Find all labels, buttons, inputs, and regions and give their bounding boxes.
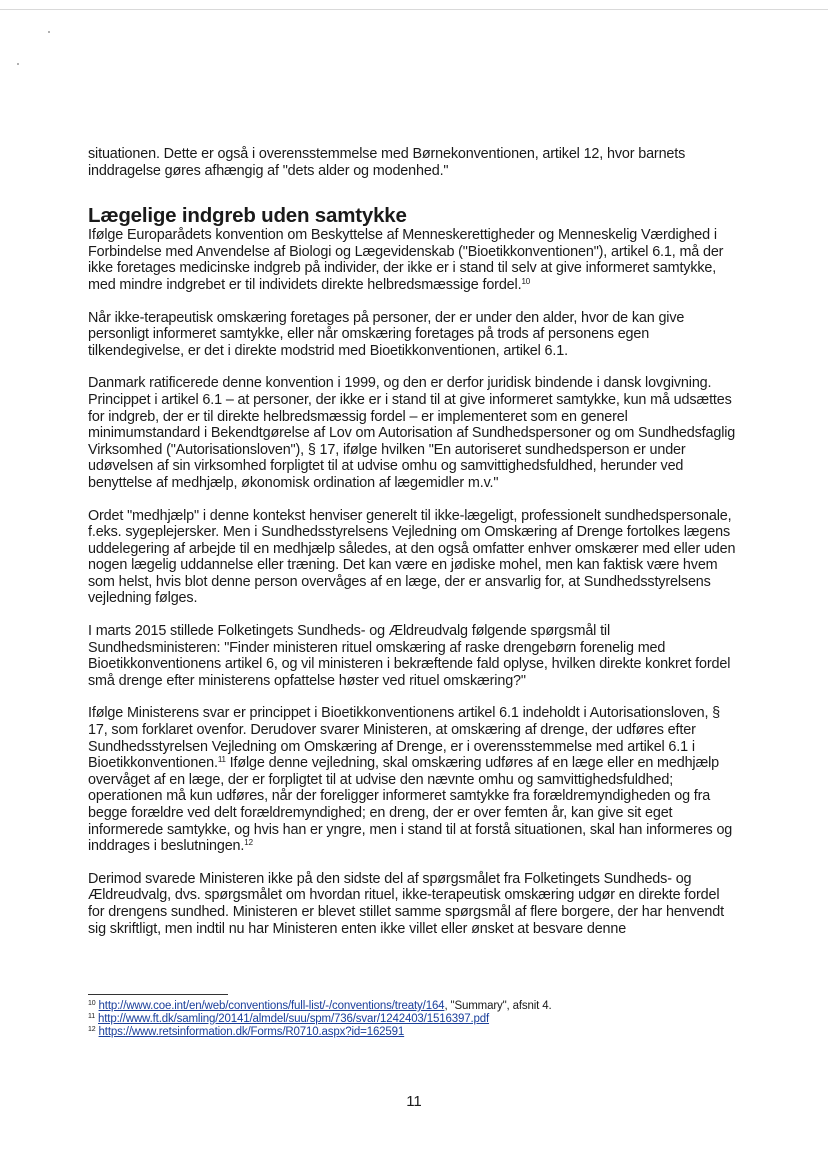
document-body: [88, 146, 738, 937]
footnote-ref[interactable]: 10: [521, 276, 531, 286]
footnote-link[interactable]: http://www.ft.dk/samling/20141/almdel/suu/spm/736/svar/1242403/1516397.pdf: [98, 1013, 490, 1025]
scan-speck: [17, 63, 19, 65]
paragraph: Danmark ratificerede denne konvention i 1999, og den er derfor juridisk bindende i dansk lovgivning. Princippet i artikel 6.1 – at personer, der ikke er i stand til at give informeret samtykke, kun må udsættes for indgreb, der er til direkte helbredsmæssig fordel – er implementeret som en generel minimumstandard i Bekendtgørelse af Lov om Autorisation af Sundhedspersoner og om Sundhedsfaglig Virksomhed ("Autorisationsloven"), § 17, ifølge hvilken "En autoriseret sundhedsperson er under udøvelsen af sin virksomhed forpligtet til at udvise omhu og samvittighedsfuldhed, herunder ved benyttelse af medhjælp, økonomisk ordination af lægemidler m.v.": [88, 375, 736, 491]
intro-paragraph: situationen. Dette er også i overensstemmelse med Børnekonventionen, artikel 12, hvor barnets inddragelse gøres afhængig af "dets alder og modenhed.": [88, 146, 686, 179]
footnote-ref[interactable]: 11: [217, 755, 226, 765]
footnote: $^{10}$ http://www.coe.int/en/web/conventions/full-list/-/conventions/treaty/164, "Summary", afsnit 4.: [88, 1000, 552, 1012]
footnote: $^{12}$ https://www.retsinformation.dk/Forms/R0710.aspx?id=162591: [88, 1026, 405, 1038]
paragraph: I marts 2015 stillede Folketingets Sundheds- og Ældreudvalg følgende spørgsmål til Sundhedsministeren: "Finder ministeren rituel omskæring af raske drengebørn forenelig med Bioetikkonventionens artikel 6, og vil ministeren i bekræftende fald oplyse, hvilken direkte konkret fordel små drenge efter ministerens opfattelse høster ved rituel omskæring?": [88, 623, 731, 689]
page-top-edge: [0, 9, 828, 10]
page-number: 11: [406, 1093, 422, 1110]
paragraph: Når ikke-terapeutisk omskæring foretages på personer, der er under den alder, hvor de kan give personligt informeret samtykke, eller når omskæring foretages på trods af personens egen tilkendegivelse, er det i direkte modstrid med Bioetikkonventionen, artikel 6.1.: [88, 309, 685, 359]
paragraph: Ifølge Europarådets konvention om Beskyttelse af Menneskerettigheder og Menneskelig Værdighed i Forbindelse med Anvendelse af Biologi og Lægevidenskab ("Bioetikkonventionen"), artikel 6.1, må der ikke foretages medicinske indgreb på individer, der ikke er i stand til selv at give informeret samtykke, med mindre indgrebet er til individets direkte helbredsmæssige fordel.$^{10}$: [88, 227, 724, 293]
footnote-ref[interactable]: 12: [244, 838, 253, 848]
scan-speck: [48, 31, 50, 33]
footnotes: [88, 1000, 738, 1039]
footnote: $^{11}$ http://www.ft.dk/samling/20141/almdel/suu/spm/736/svar/1242403/1516397.pdf: [88, 1013, 490, 1025]
paragraph: Ordet "medhjælp" i denne kontekst henviser generelt til ikke-lægeligt, professionelt sundhedspersonale, f.eks. sygeplejersker. Men i Sundhedsstyrelsens Vejledning om Omskæring af Drenge fortolkes lægens uddelegering af arbejde til en medhjælp således, at den også omfatter enhver omskærer med eller uden nogen lægelig uddannelse eller træning. Det kan være en jødiske mohel, men kan faktisk være hvem som helst, hvis blot denne person overvåges af en læge, der er ansvarlig for, at Sundhedsstyrelsens vejledning følges.: [88, 507, 736, 607]
footnote-separator: [88, 994, 228, 995]
section-heading: Lægelige indgreb uden samtykke: [88, 204, 407, 228]
footnote-link[interactable]: https://www.retsinformation.dk/Forms/R0710.aspx?id=162591: [98, 1026, 405, 1038]
footnote-link[interactable]: http://www.coe.int/en/web/conventions/full-list/-/conventions/treaty/164: [98, 1000, 445, 1012]
paragraph: Derimod svarede Ministeren ikke på den sidste del af spørgsmålet fra Folketingets Sundheds- og Ældreudvalg, dvs. spørgsmålet om hvordan rituel, ikke-terapeutisk omskæring udgør en direkte fordel for drengens sundhed. Ministeren er blevet stillet samme spørgsmål af flere borgere, der har henvendt sig skriftligt, men indtil nu har Ministeren enten ikke villet eller ønsket at besvare denne: [88, 870, 724, 937]
paragraph: Ifølge Ministerens svar er princippet i Bioetikkonventionens artikel 6.1 indeholdt i Autorisationsloven, § 17, som forklaret ovenfor. Derudover svarer Ministeren, at omskæring af drenge, der udføres efter Sundhedsstyrelsen Vejledning om Omskæring af Drenge, er i overensstemmelse med artikel 6.1 i Bioetikkonventionen.$^{11}$ Ifølge denne vejledning, skal omskæring udføres af en læge eller en medhjælp overvåget af en læge, der er forpligtet til at udvise den nævnte omhu og samvittighedsfuldhed; operationen må kun udføres, når der foreligger informeret samtykke fra forældremyndigheden og fra begge forældre ved delt forældremyndighed; en dreng, der er over femten år, kan give sit eget informerede samtykke, og hvis han er yngre, men i stand til at forstå situationen, skal han informeres og inddrages i beslutningen.$^{12}$: [88, 705, 733, 855]
